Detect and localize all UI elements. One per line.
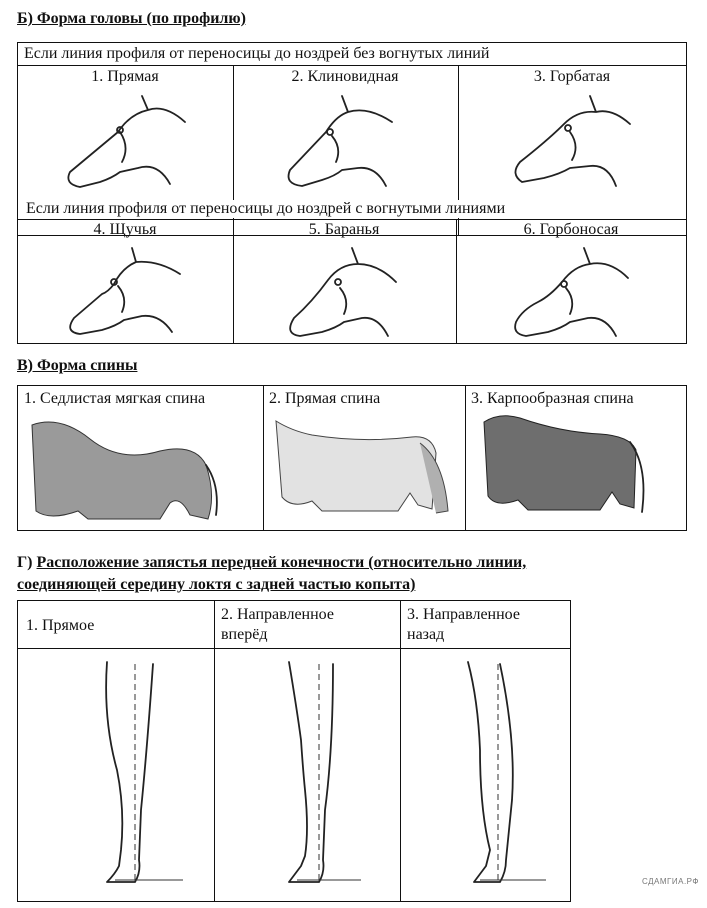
horse-head-hooknose-icon bbox=[508, 244, 638, 344]
head-label-2: 2. Клиновидная bbox=[291, 68, 399, 85]
head-label-6: 6. Горбоносая bbox=[523, 221, 619, 238]
back-label-1: 1. Седлистая мягкая спина bbox=[24, 390, 206, 407]
head-label-4: 4. Щучья bbox=[93, 221, 157, 238]
horse-back-straight-icon bbox=[272, 413, 452, 523]
horse-head-ram-icon bbox=[282, 244, 412, 344]
condition-concave-profile: Если линия профиля от переносицы до ноздрей с вогнутыми линиями bbox=[26, 200, 506, 217]
watermark: СДАМГИА.РФ bbox=[642, 877, 699, 886]
foreleg-straight-icon bbox=[95, 660, 185, 895]
leg-label-1: 1. Прямое bbox=[26, 617, 95, 634]
back-label-2: 2. Прямая спина bbox=[269, 390, 381, 407]
horse-head-pike-icon bbox=[62, 244, 192, 344]
condition-straight-profile: Если линия профиля от переносицы до ноздрей без вогнутых линий bbox=[24, 45, 490, 62]
horse-head-wedge-icon bbox=[280, 92, 410, 192]
leg-label-2-line2: вперёд bbox=[221, 626, 268, 643]
head-label-3: 3. Горбатая bbox=[533, 68, 611, 85]
horse-back-carp-icon bbox=[480, 410, 655, 520]
leg-label-2-line1: 2. Направленное bbox=[221, 606, 334, 623]
head-label-1: 1. Прямая bbox=[91, 68, 159, 85]
horse-head-straight-icon bbox=[60, 92, 190, 192]
section-v-title: В) Форма спины bbox=[17, 357, 138, 374]
foreleg-backward-icon bbox=[460, 660, 550, 895]
horse-back-saddle-icon bbox=[30, 415, 220, 525]
leg-label-3-line1: 3. Направленное bbox=[407, 606, 520, 623]
section-b-title: Б) Форма головы (по профилю) bbox=[17, 10, 246, 27]
section-g-title: Г) Расположение запястья передней конечности (относительно линии, соединяющей середину локтя с задней частью копыта) bbox=[17, 554, 527, 593]
head-label-5: 5. Баранья bbox=[308, 221, 380, 238]
foreleg-forward-icon bbox=[275, 660, 365, 895]
leg-label-3-line2: назад bbox=[407, 626, 445, 643]
back-label-3: 3. Карпообразная спина bbox=[471, 390, 634, 407]
horse-head-humped-icon bbox=[508, 92, 638, 192]
